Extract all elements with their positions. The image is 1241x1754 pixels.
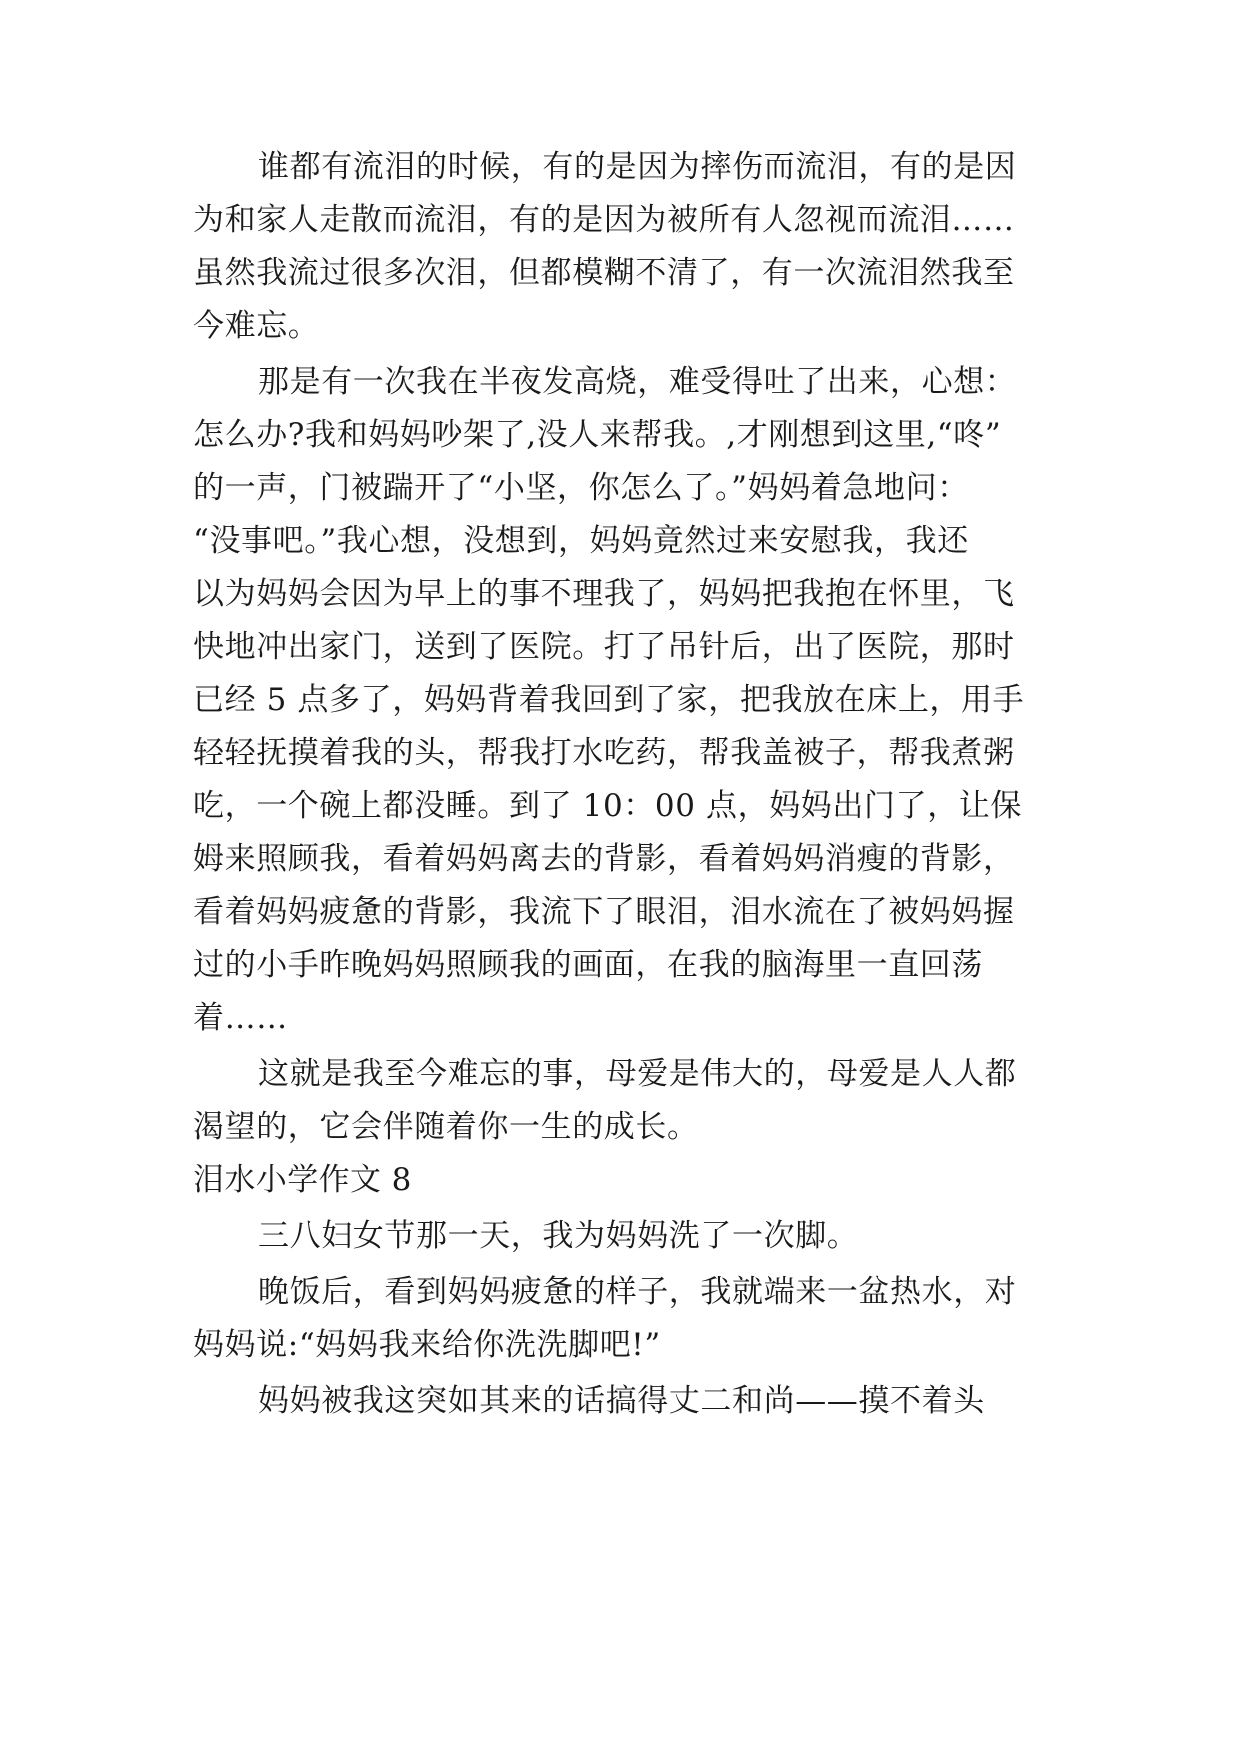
text-line: 虽然我流过很多次泪，但都模糊不清了，有一次流泪然我至 <box>193 255 1015 291</box>
text-line: 轻轻抚摸着我的头，帮我打水吃药，帮我盖被子，帮我煮粥 <box>193 735 1015 771</box>
text-line: 晚饭后，看到妈妈疲惫的样子，我就端来一盆热水，对 <box>258 1274 1017 1310</box>
text-line: 为和家人走散而流泪，有的是因为被所有人忽视而流泪…… <box>193 202 1015 238</box>
text-line: 姆来照顾我，看着妈妈离去的背影，看着妈妈消瘦的背影， <box>193 841 1015 877</box>
text-line: 妈妈被我这突如其来的话搞得丈二和尚——摸不着头 <box>258 1383 985 1419</box>
text-line: 怎么办?我和妈妈吵架了,没人来帮我。,才刚想到这里,“咚” <box>193 417 1002 453</box>
text-line: 妈妈说:“妈妈我来给你洗洗脚吧!” <box>193 1327 661 1363</box>
text-line: 已经 5 点多了，妈妈背着我回到了家，把我放在床上，用手 <box>193 682 1025 718</box>
text-line: 以为妈妈会因为早上的事不理我了，妈妈把我抱在怀里，飞 <box>193 576 1015 612</box>
text-line: 着…… <box>193 1000 288 1036</box>
text-line: 快地冲出家门，送到了医院。打了吊针后，出了医院，那时 <box>193 629 1015 665</box>
text-line: 过的小手昨晚妈妈照顾我的画面，在我的脑海里一直回荡 <box>193 947 983 983</box>
text-line: 那是有一次我在半夜发高烧，难受得吐了出来，心想： <box>258 364 1017 400</box>
text-line: 看着妈妈疲惫的背影，我流下了眼泪，泪水流在了被妈妈握 <box>193 894 1015 930</box>
text-line: “没事吧。”我心想，没想到，妈妈竟然过来安慰我，我还 <box>193 523 969 559</box>
text-line: 今难忘。 <box>193 308 320 344</box>
text-line: 三八妇女节那一天，我为妈妈洗了一次脚。 <box>258 1218 859 1254</box>
section-heading: 泪水小学作文 8 <box>193 1162 412 1198</box>
text-line: 渴望的，它会伴随着你一生的成长。 <box>193 1109 699 1145</box>
text-line: 这就是我至今难忘的事，母爱是伟大的，母爱是人人都 <box>258 1056 1017 1092</box>
text-line: 吃，一个碗上都没睡。到了 10：00 点，妈妈出门了，让保 <box>193 788 1022 824</box>
text-line: 的一声，门被踹开了“小坚，你怎么了。”妈妈着急地问： <box>193 470 969 506</box>
text-line: 谁都有流泪的时候，有的是因为摔伤而流泪，有的是因 <box>258 149 1017 185</box>
